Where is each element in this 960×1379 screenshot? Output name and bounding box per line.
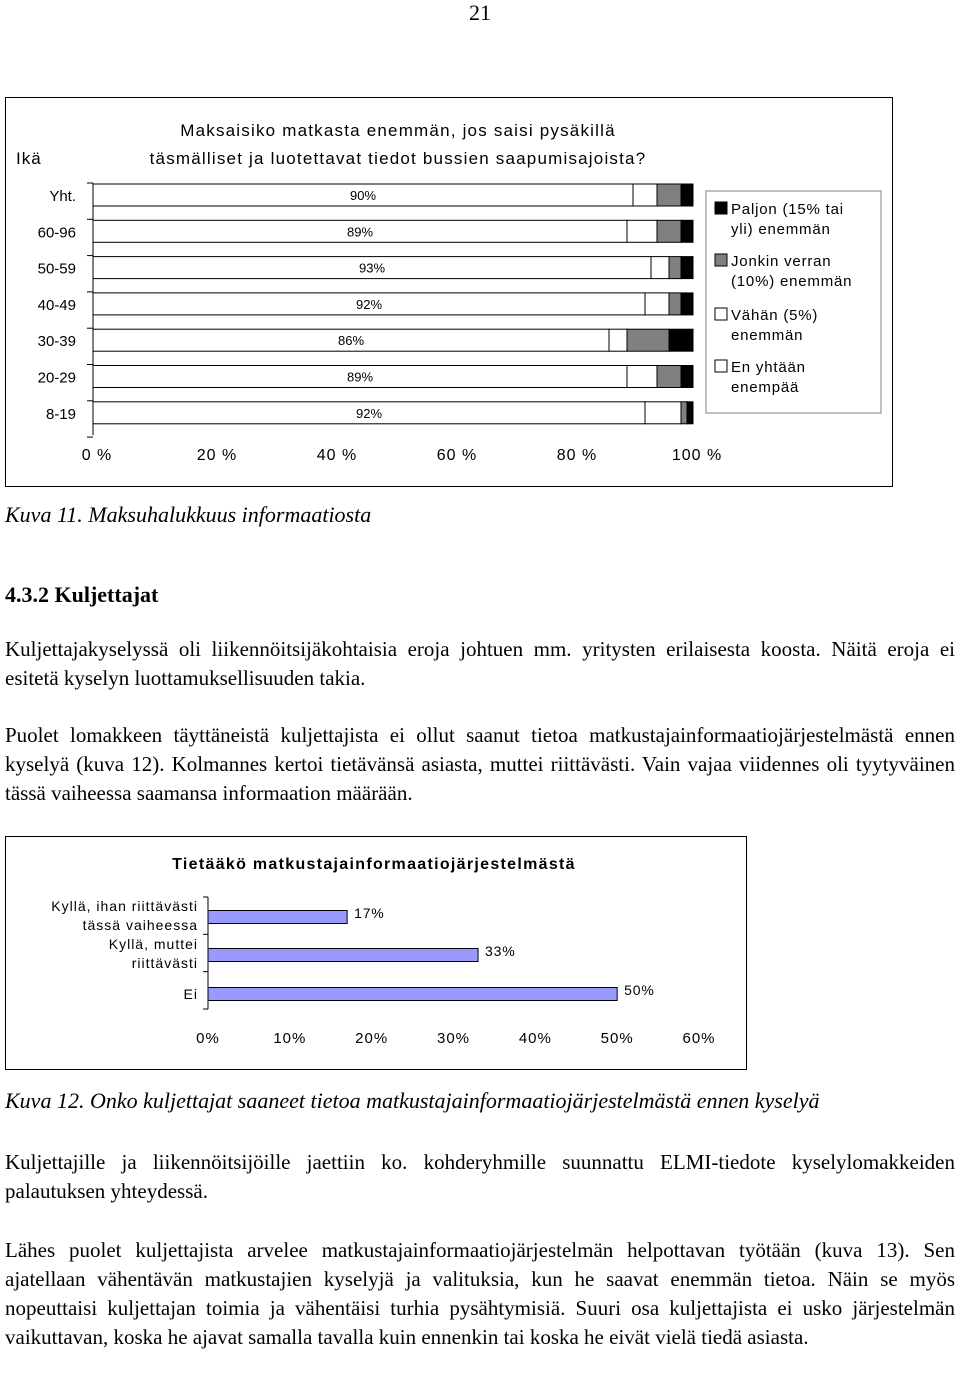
bar-segment <box>645 402 681 424</box>
category-label: 60-96 <box>37 224 76 242</box>
chart-willingness-to-pay <box>5 97 893 487</box>
category-label: Yht. <box>49 188 76 205</box>
data-label: 17% <box>354 905 385 921</box>
legend-swatch <box>715 202 727 214</box>
legend-label: En yhtään <box>731 359 806 376</box>
x-tick-label: 60% <box>682 1030 716 1047</box>
chart-awareness-svg <box>6 837 746 1069</box>
legend-label: yli) enemmän <box>731 221 831 238</box>
bar-segment <box>609 329 627 351</box>
x-tick-label: 40% <box>518 1030 552 1047</box>
paragraph-1: Kuljettajakyselyssä oli liikennöitsijäkohtaisia eroja johtuen mm. yritysten erilaisesta koosta. Näitä eroja ei esitetä kyselyn luottamuksellisuuden takia. <box>5 637 955 690</box>
bar-segment <box>681 293 693 315</box>
data-label: 89% <box>346 369 374 385</box>
data-label: 90% <box>349 188 377 203</box>
legend-label: enemmän <box>731 327 804 344</box>
x-tick-label: 100 % <box>671 447 723 464</box>
chart-willingness-svg <box>6 98 892 486</box>
category-label: Kyllä, muttei <box>108 936 198 952</box>
legend-label: enempää <box>731 379 800 396</box>
bar-segment <box>681 220 693 242</box>
bar-segment <box>669 257 681 279</box>
legend-label: Vähän (5%) <box>731 307 819 324</box>
paragraph-3: Kuljettajille ja liikennöitsijöille jaettiin ko. kohderyhmille suunnattu ELMI-tiedote kyselylomakkeiden palautuksen yhteydessä. <box>5 1150 955 1203</box>
category-label: 40-49 <box>37 296 76 314</box>
bar-segment <box>681 366 693 388</box>
bar <box>208 911 347 924</box>
chart-title-line-1: Maksaisiko matkasta enemmän, jos saisi pysäkillä <box>180 121 616 140</box>
data-label: 89% <box>346 224 374 240</box>
bar-segment <box>669 293 681 315</box>
bar-segment <box>657 220 681 242</box>
x-tick-label: 10% <box>273 1030 307 1047</box>
figure-11-caption: Kuva 11. Maksuhalukkuus informaatiosta <box>5 502 372 527</box>
data-label: 50% <box>624 982 655 998</box>
data-label: 33% <box>485 943 516 959</box>
category-label: tässä vaiheessa <box>82 917 198 933</box>
page-number: 21 <box>469 0 491 25</box>
category-label: 20-29 <box>37 369 76 387</box>
chart-title: Tietääkö matkustajainformaatiojärjestelmästä <box>172 856 576 873</box>
category-label: 30-39 <box>37 333 76 351</box>
bar <box>208 988 617 1001</box>
bar-segment <box>681 402 687 424</box>
category-label: Ei <box>183 986 198 1002</box>
bar-segment <box>627 329 669 351</box>
x-tick-label: 50% <box>600 1030 634 1047</box>
bar-segment <box>645 293 669 315</box>
bar <box>208 949 478 962</box>
x-tick-label: 0% <box>196 1030 220 1047</box>
chart-awareness <box>5 836 747 1070</box>
bar-segment <box>627 220 657 242</box>
data-label: 92% <box>355 296 383 312</box>
category-label: 8-19 <box>45 405 76 423</box>
legend-swatch <box>715 254 727 266</box>
figure-12-caption: Kuva 12. Onko kuljettajat saaneet tietoa matkustajainformaatiojärjestelmästä ennen kyselyä <box>5 1088 820 1113</box>
bar-segment <box>657 366 681 388</box>
legend-label: Jonkin verran <box>731 253 832 270</box>
category-label: 50-59 <box>37 260 76 278</box>
chart-title-line-2: täsmälliset ja luotettavat tiedot bussien saapumisajoista? <box>149 149 647 168</box>
data-label: 93% <box>358 260 386 276</box>
bar-segment <box>669 329 693 351</box>
bar-segment <box>681 257 693 279</box>
bar-segment <box>627 366 657 388</box>
data-label: 92% <box>355 405 383 421</box>
bar-segment <box>633 184 657 206</box>
legend-swatch <box>715 308 727 320</box>
x-tick-label: 80 % <box>556 447 598 464</box>
x-tick-label: 40 % <box>316 447 358 464</box>
legend-label: (10%) enemmän <box>731 273 853 290</box>
paragraph-2: Puolet lomakkeen täyttäneistä kuljettajista ei ollut saanut tietoa matkustajainformaatiojärjestelmästä ennen kyselyä (kuva 12). Kolmannes kertoi tietävänsä asiasta, muttei riittävästi. Vain vajaa viidennes oli tyytyväinen tässä vaiheessa saamansa informaation määrään. <box>5 723 955 805</box>
bar-segment <box>651 257 669 279</box>
x-tick-label: 60 % <box>436 447 478 464</box>
section-heading: 4.3.2 Kuljettajat <box>5 582 159 607</box>
x-tick-label: 20 % <box>196 447 238 464</box>
x-tick-label: 0 % <box>81 447 113 464</box>
bar-segment <box>657 184 681 206</box>
x-tick-label: 20% <box>355 1030 389 1047</box>
category-axis-title: Ikä <box>16 149 42 168</box>
legend-label: Paljon (15% tai <box>731 201 844 218</box>
category-label: Kyllä, ihan riittävästi <box>51 898 198 914</box>
category-label: riittävästi <box>131 955 198 971</box>
legend-swatch <box>715 360 727 372</box>
data-label: 86% <box>337 333 365 349</box>
bar-segment <box>681 184 693 206</box>
x-tick-label: 30% <box>436 1030 471 1047</box>
paragraph-4: Lähes puolet kuljettajista arvelee matkustajainformaatiojärjestelmän helpottavan työtään (kuva 13). Sen ajatellaan vähentävän matkustajien kyselyjä ja valituksia, kun he saavat enemmän tietoa. Näin se myös nopeuttaisi kuljettajan toimia ja vähentäisi turhia pysähtymisiä. Suuri osa kuljettajista ei usko järjestelmän vaikuttavan, koska he ajavat samalla tavalla kuin ennenkin tai koska he eivät vielä tiedä asiasta. <box>5 1238 955 1349</box>
bar-segment <box>687 402 693 424</box>
